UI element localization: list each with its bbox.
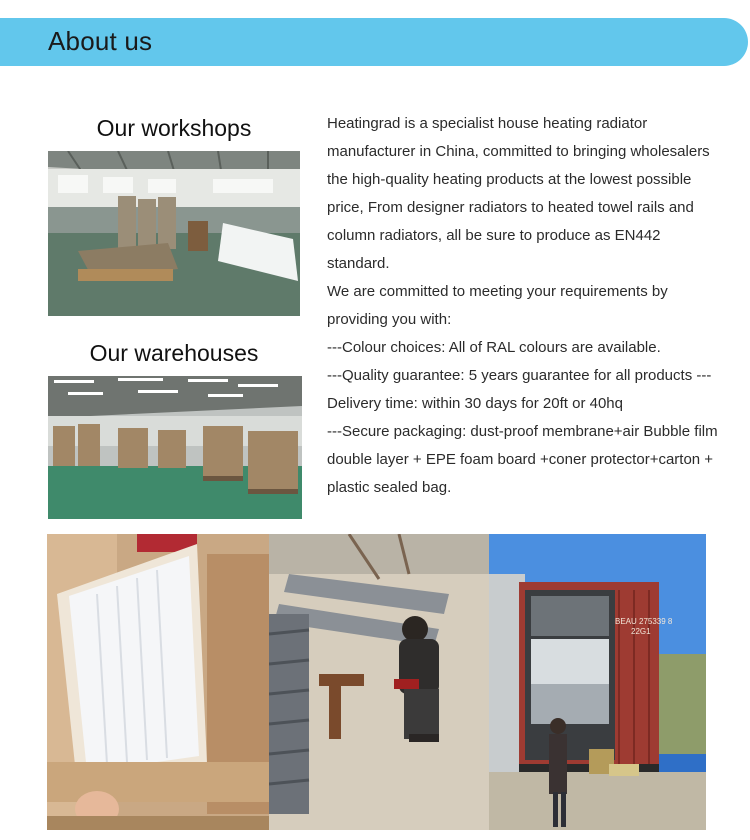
welding-photo bbox=[269, 534, 489, 830]
intro-text bbox=[327, 110, 727, 502]
warehouse-photo bbox=[48, 376, 302, 519]
warehouses-heading: Our warehouses bbox=[89, 340, 259, 366]
section-title: About us bbox=[48, 26, 153, 56]
colour-choices-line: ---Colour choices: All of RAL colours are available. bbox=[327, 339, 661, 356]
container-loading-photo bbox=[489, 534, 706, 830]
packaging-photo bbox=[47, 534, 269, 830]
container-plate-line1: BEAU 275339 8 bbox=[615, 617, 673, 626]
intro-paragraph: Heatingrad is a specialist house heating radiator manufacturer in China, committed to bringing wholesalers the high-quality heating products at the lowest possible price, From designer radiators to heated towel rails and column radiators, all be sure to produce as EN442 standard. bbox=[327, 115, 710, 272]
container-plate-line2: 22G1 bbox=[631, 627, 651, 636]
secure-packaging-line: ---Secure packaging: dust-proof membrane+air Bubble film double layer + EPE foam board +coner protector+carton + plastic sealed bag. bbox=[327, 423, 718, 496]
workshops-heading: Our workshops bbox=[96, 115, 252, 141]
workshop-photo bbox=[48, 151, 300, 316]
quality-guarantee-line: ---Quality guarantee: 5 years guarantee for all products ---Delivery time: within 30 days for 20ft or 40hq bbox=[327, 367, 712, 412]
section-banner bbox=[0, 18, 748, 66]
commitment-paragraph: We are committed to meeting your requirements by providing you with: bbox=[327, 283, 668, 328]
